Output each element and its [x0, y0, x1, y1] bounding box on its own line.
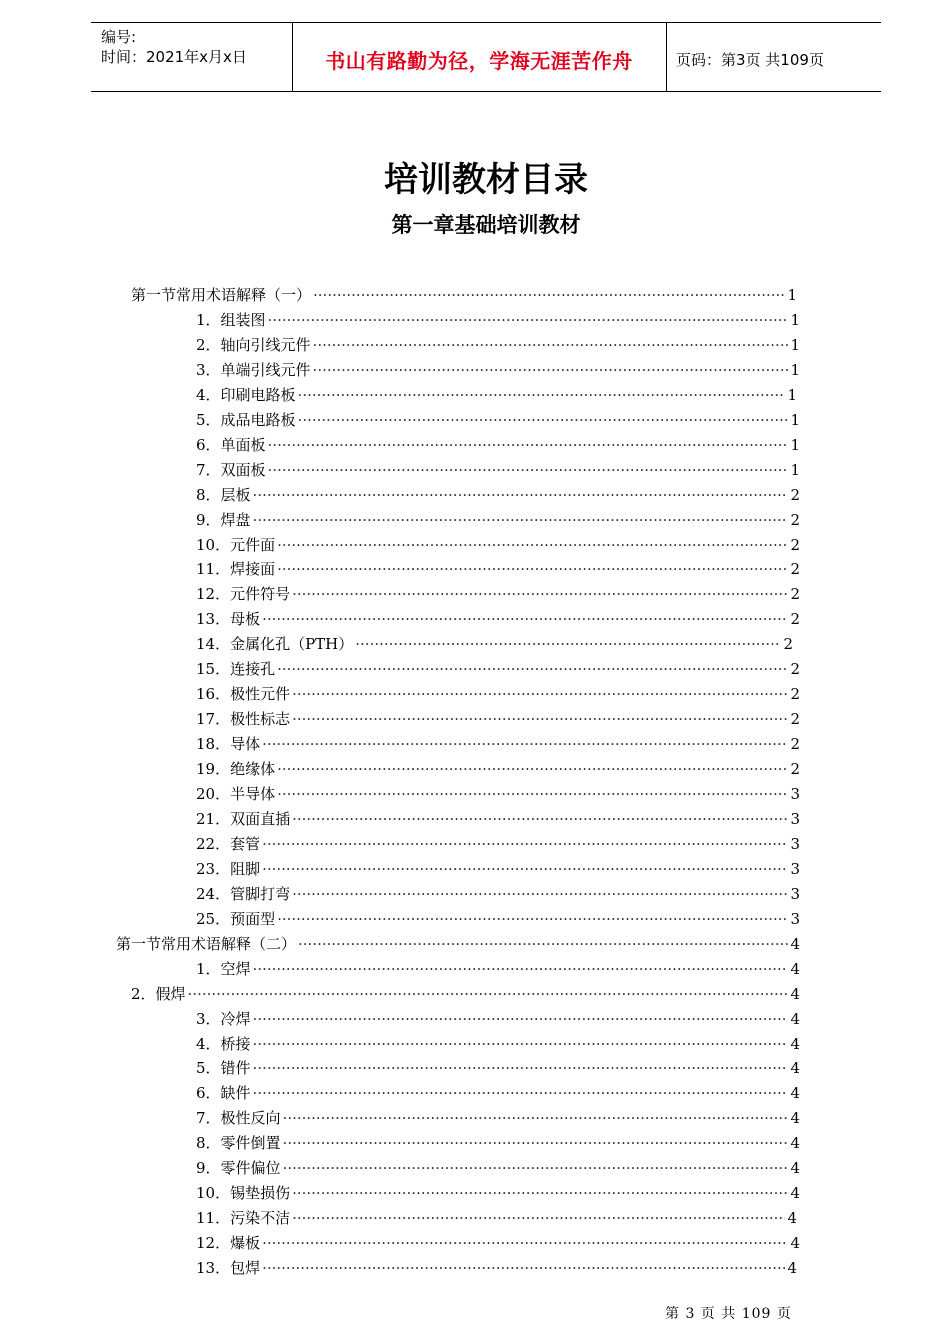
toc-entry — [131, 283, 797, 308]
toc-entry — [196, 1032, 800, 1057]
toc-entry — [196, 857, 800, 882]
toc-entry-title: 4．印刷电路板 — [196, 385, 296, 404]
toc-entry — [196, 408, 800, 433]
toc-entry — [196, 1206, 797, 1231]
toc-entry-page-number: 1 — [790, 460, 800, 479]
toc-entry — [196, 607, 800, 632]
toc-entry-page-number: 2 — [790, 685, 800, 704]
toc-entry-page-number: 4 — [790, 1134, 800, 1153]
toc-dot-leader — [262, 857, 788, 882]
toc-entry-title: 2．假焊 — [131, 984, 186, 1003]
toc-dot-leader — [262, 1231, 788, 1256]
toc-entry — [196, 1056, 800, 1081]
toc-dot-leader — [277, 557, 788, 582]
document-number-label: 编号: — [101, 28, 137, 46]
header-left-cell — [91, 23, 293, 91]
toc-entry-title: 20．半导体 — [196, 785, 276, 803]
toc-entry-title: 3．冷焊 — [196, 1009, 251, 1028]
toc-entry-title: 13．母板 — [196, 610, 261, 629]
toc-dot-leader — [253, 957, 789, 982]
toc-dot-leader — [253, 483, 789, 508]
document-date-label: 时间：2021年x月x日 — [101, 48, 247, 66]
header-right-cell — [666, 23, 881, 91]
toc-entry-page-number: 2 — [790, 485, 800, 504]
toc-dot-leader — [292, 882, 788, 907]
toc-entry — [196, 757, 800, 782]
toc-entry-title: 21．双面直插 — [196, 809, 291, 828]
toc-entry-title: 24．管脚打弯 — [196, 884, 291, 903]
toc-entry — [196, 1007, 800, 1032]
toc-dot-leader — [268, 458, 789, 483]
toc-entry-page-number: 1 — [790, 410, 800, 429]
toc-entry-title: 17．极性标志 — [196, 710, 291, 729]
toc-entry — [196, 782, 800, 807]
toc-entry-title: 23．阻脚 — [196, 859, 261, 878]
toc-entry-title: 1．组装图 — [196, 310, 266, 329]
toc-dot-leader — [277, 657, 788, 682]
toc-entry — [196, 383, 797, 408]
toc-dot-leader — [253, 1032, 789, 1057]
toc-entry-page-number: 3 — [790, 884, 800, 903]
header-motto: 书山有路勤为径，学海无涯苦作舟 — [325, 49, 633, 73]
toc-dot-leader — [277, 757, 788, 782]
toc-dot-leader — [253, 1056, 789, 1081]
toc-entry-page-number: 2 — [790, 710, 800, 729]
toc-entry — [196, 533, 800, 558]
toc-entry-page-number: 2 — [790, 610, 800, 629]
toc-entry-page-number: 4 — [787, 1209, 797, 1228]
toc-entry — [196, 1181, 800, 1206]
toc-dot-leader — [292, 582, 788, 607]
toc-entry — [196, 358, 800, 383]
page-footer: 第 3 页 共 109 页 — [665, 1306, 792, 1322]
toc-entry-page-number: 2 — [790, 660, 800, 679]
toc-entry-title: 5．错件 — [196, 1059, 251, 1078]
toc-entry-title: 12．爆板 — [196, 1234, 261, 1253]
toc-entry-title: 8．层板 — [196, 485, 251, 504]
toc-entry — [196, 458, 800, 483]
toc-entry — [196, 882, 800, 907]
toc-dot-leader — [283, 1106, 789, 1131]
toc-entry-page-number: 3 — [790, 909, 800, 928]
toc-entry — [131, 982, 800, 1007]
toc-dot-leader — [355, 632, 781, 657]
toc-entry — [196, 333, 800, 358]
toc-entry-title: 16．极性元件 — [196, 685, 291, 704]
toc-entry — [196, 1231, 800, 1256]
toc-entry-page-number: 4 — [790, 1184, 800, 1203]
toc-entry — [196, 1156, 800, 1181]
toc-entry-title: 10．元件面 — [196, 535, 276, 554]
toc-entry-title: 7．双面板 — [196, 460, 266, 479]
toc-dot-leader — [253, 1081, 789, 1106]
toc-entry-page-number: 2 — [790, 535, 800, 554]
toc-entry — [196, 732, 800, 757]
toc-dot-leader — [268, 308, 789, 333]
toc-entry-title: 3．单端引线元件 — [196, 360, 311, 379]
toc-entry-title: 1．空焊 — [196, 959, 251, 978]
toc-entry — [196, 807, 800, 832]
toc-dot-leader — [298, 408, 789, 433]
toc-entry-page-number: 4 — [790, 1009, 800, 1028]
toc-entry — [196, 707, 800, 732]
toc-entry-page-number: 1 — [790, 360, 800, 379]
document-subtitle: 第一章基础培训教材 — [391, 213, 581, 237]
toc-dot-leader — [277, 782, 788, 807]
toc-entry-title: 4．桥接 — [196, 1034, 251, 1053]
toc-dot-leader — [253, 1007, 789, 1032]
toc-dot-leader — [283, 1131, 789, 1156]
toc-entry-page-number: 1 — [790, 335, 800, 354]
toc-entry-title: 5．成品电路板 — [196, 410, 296, 429]
toc-entry-title: 11．污染不洁 — [196, 1209, 291, 1228]
toc-dot-leader — [292, 682, 788, 707]
toc-entry — [196, 433, 800, 458]
toc-entry-title: 6．单面板 — [196, 435, 266, 454]
toc-dot-leader — [262, 607, 788, 632]
toc-dot-leader — [292, 1181, 788, 1206]
toc-entry-title: 22．套管 — [196, 834, 261, 853]
header-page-code: 页码：第3页 共109页 — [676, 51, 824, 69]
toc-dot-leader — [277, 907, 788, 932]
toc-dot-leader — [292, 807, 788, 832]
toc-entry — [196, 957, 800, 982]
toc-entry — [196, 582, 800, 607]
toc-entry-page-number: 4 — [790, 1109, 800, 1128]
toc-entry-title: 6．缺件 — [196, 1084, 251, 1103]
toc-entry-page-number: 1 — [787, 385, 797, 404]
toc-dot-leader — [283, 1156, 789, 1181]
toc-entry — [196, 682, 800, 707]
toc-entry-page-number: 2 — [783, 635, 793, 654]
toc-dot-leader — [262, 832, 788, 857]
toc-entry-page-number: 4 — [787, 1259, 797, 1278]
toc-entry-page-number: 1 — [787, 286, 797, 304]
toc-entry-title: 18．导体 — [196, 735, 261, 754]
toc-entry-page-number: 4 — [790, 1034, 800, 1053]
toc-entry-title: 14．金属化孔（PTH） — [196, 635, 354, 654]
toc-dot-leader — [262, 1256, 785, 1281]
toc-entry — [196, 832, 800, 857]
toc-entry-title: 13．包焊 — [196, 1259, 261, 1278]
toc-dot-leader — [298, 932, 788, 957]
toc-entry-title: 11．焊接面 — [196, 560, 276, 579]
document-title: 培训教材目录 — [384, 160, 588, 200]
toc-dot-leader — [313, 283, 785, 308]
toc-dot-leader — [313, 358, 789, 383]
toc-entry-title: 第一节常用术语解释（一） — [131, 286, 312, 304]
toc-entry-page-number: 2 — [790, 560, 800, 579]
toc-entry — [196, 483, 800, 508]
toc-dot-leader — [253, 508, 789, 533]
toc-entry-title: 10．锡垫损伤 — [196, 1184, 291, 1203]
toc-entry-page-number: 3 — [790, 834, 800, 853]
toc-entry-page-number: 3 — [790, 785, 800, 803]
toc-entry — [196, 657, 800, 682]
toc-dot-leader — [268, 433, 789, 458]
toc-entry-title: 19．绝缘体 — [196, 760, 276, 779]
toc-entry — [196, 1256, 797, 1281]
toc-dot-leader — [277, 533, 788, 558]
toc-dot-leader — [262, 732, 788, 757]
toc-entry-title: 第一节常用术语解释（二） — [116, 934, 297, 953]
toc-entry — [116, 932, 800, 957]
toc-entry-page-number: 1 — [790, 310, 800, 329]
toc-entry-title: 25．预面型 — [196, 909, 276, 928]
toc-entry-page-number: 3 — [790, 859, 800, 878]
toc-entry-page-number: 3 — [790, 809, 800, 828]
toc-entry-title: 9．焊盘 — [196, 510, 251, 529]
toc-entry-page-number: 1 — [790, 435, 800, 454]
toc-entry-page-number: 2 — [790, 510, 800, 529]
toc-entry-page-number: 4 — [790, 1084, 800, 1103]
toc-entry-title: 12．元件符号 — [196, 585, 291, 604]
toc-entry-page-number: 4 — [790, 1159, 800, 1178]
toc-entry-title: 8．零件倒置 — [196, 1134, 281, 1153]
toc-entry — [196, 508, 800, 533]
toc-entry-page-number: 2 — [790, 760, 800, 779]
toc-entry-page-number: 2 — [790, 735, 800, 754]
toc-entry-page-number: 2 — [790, 585, 800, 604]
toc-entry-page-number: 4 — [790, 959, 800, 978]
toc-entry-page-number: 4 — [790, 1234, 800, 1253]
toc-entry — [196, 1131, 800, 1156]
toc-entry — [196, 557, 800, 582]
toc-entry-page-number: 4 — [790, 984, 800, 1003]
toc-entry-title: 2．轴向引线元件 — [196, 335, 311, 354]
toc-dot-leader — [292, 1206, 785, 1231]
header-middle-cell — [292, 23, 667, 91]
toc-dot-leader — [292, 707, 788, 732]
toc-dot-leader — [188, 982, 789, 1007]
page-header — [91, 22, 881, 92]
toc-entry-page-number: 4 — [790, 1059, 800, 1078]
toc-entry-page-number: 4 — [790, 934, 800, 953]
toc-entry-title: 7．极性反向 — [196, 1109, 281, 1128]
toc-entry-title: 9．零件偏位 — [196, 1159, 281, 1178]
toc-entry — [196, 308, 800, 333]
toc-entry-title: 15．连接孔 — [196, 660, 276, 679]
toc-entry — [196, 1106, 800, 1131]
toc-dot-leader — [313, 333, 789, 358]
toc-entry — [196, 907, 800, 932]
toc-entry — [196, 1081, 800, 1106]
toc-dot-leader — [298, 383, 786, 408]
toc-entry — [196, 632, 793, 657]
